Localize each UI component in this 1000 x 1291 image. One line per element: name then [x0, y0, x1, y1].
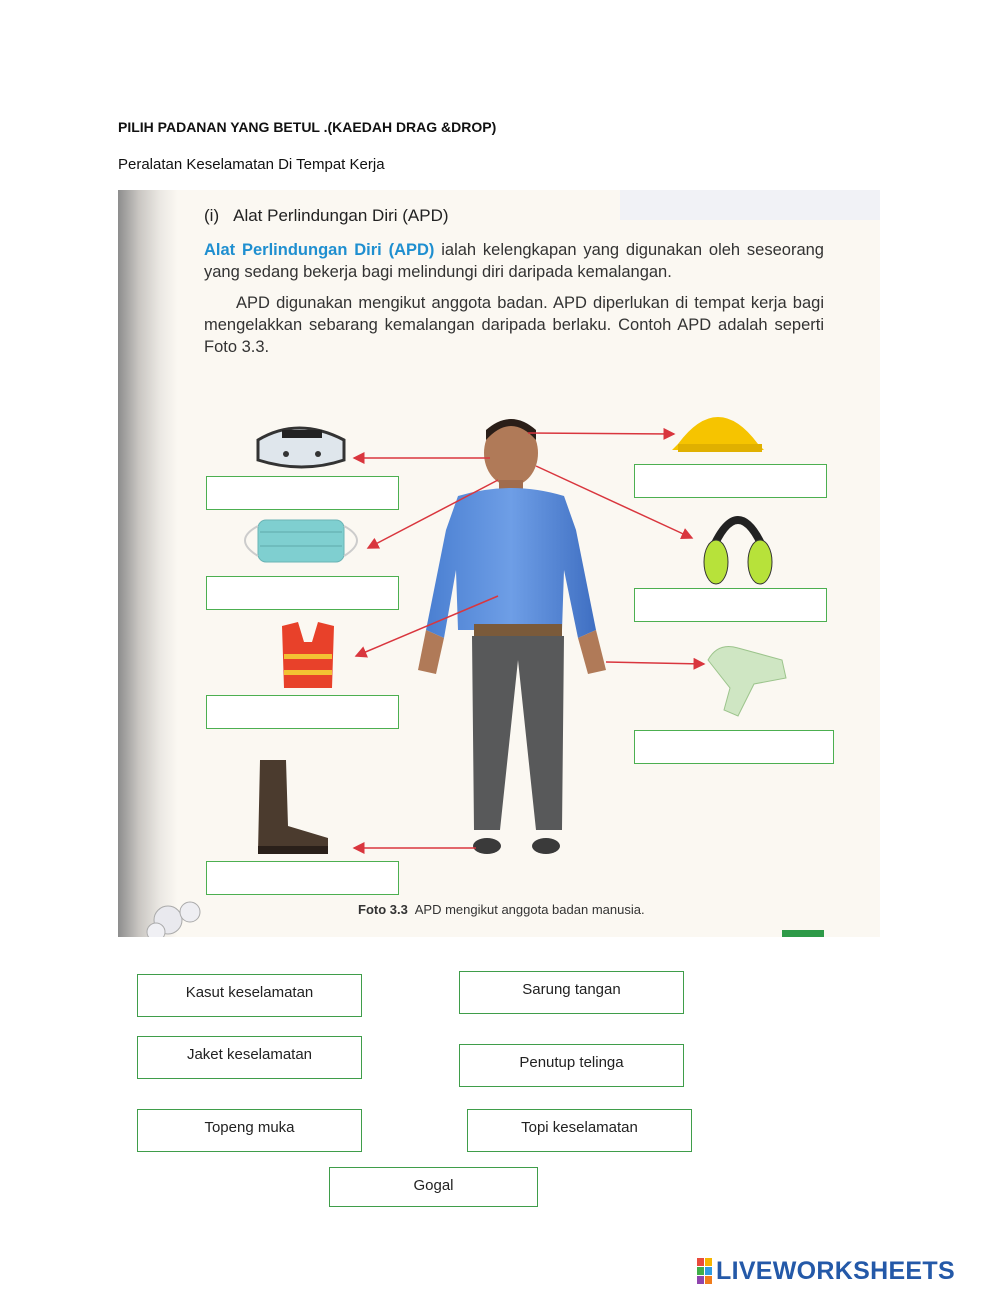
answer-kasut-keselamatan[interactable]: Kasut keselamatan [137, 974, 362, 1017]
apd-illustration [118, 190, 880, 937]
answer-penutup-telinga[interactable]: Penutup telinga [459, 1044, 684, 1087]
logo-blocks-icon [697, 1258, 712, 1284]
goggles-icon [258, 428, 344, 467]
safety-vest-icon [282, 622, 334, 688]
section-number: (i) [204, 206, 220, 225]
liveworksheets-logo[interactable] [697, 1257, 955, 1285]
answer-sarung-tangan[interactable]: Sarung tangan [459, 971, 684, 1014]
flower-decoration [147, 902, 200, 937]
drop-box-vest[interactable] [206, 695, 399, 729]
definition-text: ialah kelengkapan yang digunakan oleh seseorang yang sedang bekerja bagi melindungi diri daripada kemalangan. [204, 241, 824, 281]
drop-box-hard-hat[interactable] [634, 464, 827, 498]
ear-muffs-icon [704, 520, 772, 584]
hard-hat-icon [672, 417, 764, 452]
drop-box-face-mask[interactable] [206, 576, 399, 610]
drop-box-ear-muffs[interactable] [634, 588, 827, 622]
drop-box-goggles[interactable] [206, 476, 399, 510]
instruction-heading: PILIH PADANAN YANG BETUL .(KAEDAH DRAG &DROP) [118, 119, 497, 135]
textbook-page-image [118, 190, 880, 937]
page-corner-mark [782, 930, 824, 937]
answer-jaket-keselamatan[interactable]: Jaket keselamatan [137, 1036, 362, 1079]
usage-paragraph: APD digunakan mengikut anggota badan. APD diperlukan di tempat kerja bagi mengelakkan sebarang kemalangan daripada berlaku. Contoh APD adalah seperti Foto 3.3. [204, 294, 824, 356]
caption-label: Foto 3.3 [358, 902, 408, 917]
face-mask-icon [245, 520, 357, 562]
brand-name: LIVEWORKSHEETS [716, 1256, 955, 1285]
photo-caption [358, 902, 645, 917]
caption-text: APD mengikut anggota badan manusia. [414, 902, 645, 917]
safety-boot-icon [258, 760, 328, 854]
section-title-text: Alat Perlindungan Diri (APD) [233, 206, 449, 225]
answer-topeng-muka[interactable]: Topeng muka [137, 1109, 362, 1152]
person-figure [418, 419, 606, 854]
gloves-icon [708, 647, 786, 717]
drop-box-boot[interactable] [206, 861, 399, 895]
answer-gogal[interactable]: Gogal [329, 1167, 538, 1207]
apd-term: Alat Perlindungan Diri (APD) [204, 241, 435, 259]
topic-subheading: Peralatan Keselamatan Di Tempat Kerja [118, 156, 385, 173]
answer-topi-keselamatan[interactable]: Topi keselamatan [467, 1109, 692, 1152]
drop-box-gloves[interactable] [634, 730, 834, 764]
